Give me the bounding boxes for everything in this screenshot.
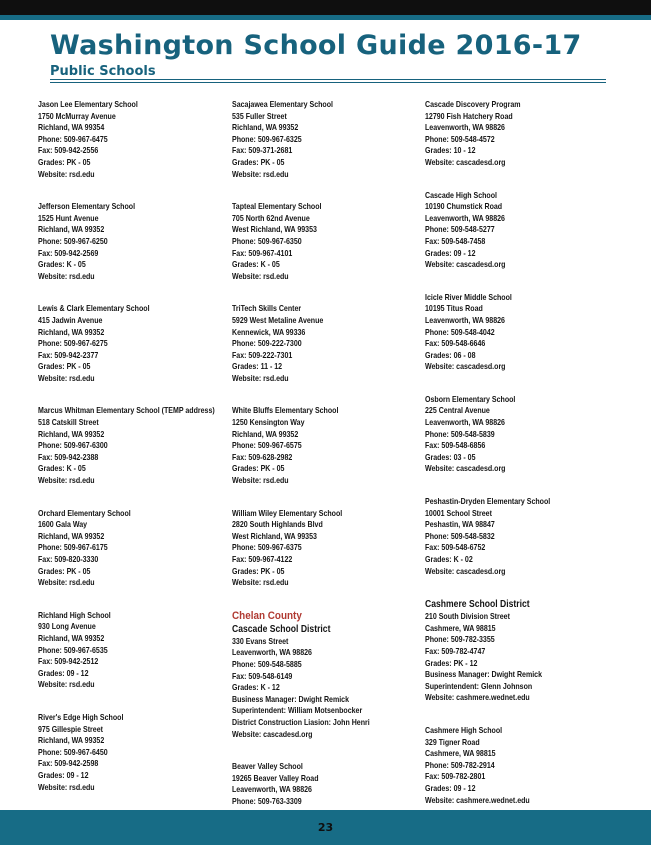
entry-line: Leavenworth, WA 98826 [425,213,505,223]
school-entry [38,405,228,486]
school-name: Cashmere High School [425,725,503,735]
entry-line: Phone: 509-763-3309 [232,796,302,806]
school-entry [425,190,615,271]
school-name: Sacajawea Elementary School [232,100,333,109]
entry-line: Website: rsd.edu [38,169,95,179]
entry-line: Fax: 509-628-2982 [232,452,293,462]
entry-line: 975 Gillespie Street [38,724,103,734]
entry-line: Phone: 509-967-6450 [38,747,108,757]
entry-line: Fax: 509-782-4747 [425,646,486,656]
entry-line: Fax: 509-820-3330 [38,555,99,564]
entry-line: Grades: 06 - 08 [425,350,476,360]
entry-line: Website: cascadesd.org [425,362,506,372]
entry-line: 518 Catskill Street [38,418,99,428]
school-entry [425,496,615,577]
school-entry [38,201,228,282]
school-name: Richland High School [38,610,111,620]
entry-line: Richland, WA 99354 [38,123,105,133]
entry-line: Phone: 509-967-6575 [232,441,302,451]
entry-line: 535 Fuller Street [232,111,287,121]
entry-line: Phone: 509-967-6375 [232,543,302,553]
school-name: William Wiley Elementary School [232,508,343,518]
entry-line: Grades: PK - 05 [232,157,285,167]
entry-line: Richland, WA 99352 [38,736,105,746]
entry-line: 10195 Titus Road [425,304,483,314]
entry-line: 5929 West Metaline Avenue [232,315,324,325]
entry-line: Website: cascadesd.org [425,260,506,270]
entry-line: 1525 Hunt Avenue [38,213,99,223]
entry-line: 415 Jadwin Avenue [38,315,103,325]
entry-line: West Richland, WA 99353 [232,225,317,235]
school-entry [425,99,615,169]
entry-line: Cashmere, WA 98815 [425,623,496,633]
entry-line: Peshastin, WA 98847 [425,520,495,530]
entry-line: Grades: 09 - 12 [425,248,476,258]
entry-line: 1600 Gala Way [38,520,88,530]
entry-line: Richland, WA 99352 [38,327,105,337]
entry-line: Fax: 509-371-2681 [232,146,293,156]
entry-line: 1250 Kensington Way [232,418,305,428]
entry-line: Grades: K - 05 [38,464,86,474]
entry-line: Website: rsd.edu [232,476,289,486]
entry-line: District Construction Liasion: John Henri [232,717,370,727]
entry-line: Fax: 509-548-6752 [425,543,486,553]
entry-line: Fax: 509-942-2598 [38,759,99,769]
district-block [425,598,615,704]
header-rule-bottom [50,82,606,83]
entry-line: Fax: 509-942-2388 [38,452,99,462]
school-name: Orchard Elementary School [38,508,131,518]
school-name: Beaver Valley School [232,762,303,772]
entry-line: 329 Tigner Road [425,737,480,747]
entry-line: 19265 Beaver Valley Road [232,773,319,783]
entry-line: Website: cashmere.wednet.edu [425,693,530,703]
header-rule-top [50,79,606,80]
entry-line: Superintendent: Glenn Johnson [425,681,533,691]
entry-line: 12790 Fish Hatchery Road [425,111,513,121]
entry-line: Grades: PK - 05 [38,157,91,167]
entry-line: Phone: 509-548-5832 [425,531,495,541]
entry-line: Cashmere, WA 98815 [425,749,496,759]
school-name: Peshastin-Dryden Elementary School [425,497,551,507]
entry-line: Grades: PK - 05 [38,566,91,576]
entry-line: Fax: 509-782-2801 [425,772,486,782]
entry-line: Website: cascadesd.org [425,464,506,474]
entry-line: Phone: 509-967-6350 [232,236,302,246]
entry-line: 225 Central Avenue [425,406,490,416]
entry-line: Grades: 11 - 12 [232,362,283,372]
school-entry [38,610,228,691]
entry-line: 930 Long Avenue [38,622,96,632]
school-entry [232,405,422,486]
entry-line: 1750 McMurray Avenue [38,111,116,121]
entry-line: Phone: 509-967-6275 [38,339,108,349]
entry-line: Phone: 509-967-6325 [232,134,302,144]
entry-line: Richland, WA 99352 [38,429,105,439]
entry-line: Website: cashmere.wednet.edu [425,795,530,805]
entry-line: Grades: PK - 05 [232,464,285,474]
entry-line: 705 North 62nd Avenue [232,213,310,223]
entry-line: Fax: 509-548-6856 [425,441,486,451]
entry-line: Fax: 509-942-2556 [38,146,99,156]
entry-line: Grades: PK - 12 [425,658,478,668]
entry-line: Phone: 509-548-5277 [425,225,495,235]
entry-line: Phone: 509-782-3355 [425,635,495,645]
entry-line: Phone: 509-967-6300 [38,441,108,451]
top-black-bar [0,0,651,15]
entry-line: 10001 School Street [425,508,492,518]
entry-line: Fax: 509-548-6149 [232,671,293,681]
school-name: Osborn Elementary School [425,394,516,404]
entry-line: Website: cascadesd.org [425,157,506,167]
entry-line: Richland, WA 99352 [232,429,299,439]
entry-line: 210 South Division Street [425,612,510,622]
district-heading: Cashmere School District [425,599,530,611]
entry-line: Website: cascadesd.org [425,566,506,576]
entry-line: 2820 South Highlands Blvd [232,520,323,530]
school-entry [425,292,615,373]
county-heading: Chelan County [232,609,302,622]
school-entry [425,394,615,475]
column-1 [38,99,228,814]
entry-line: Phone: 509-548-4572 [425,134,495,144]
school-name: TriTech Skills Center [232,304,302,314]
school-name: Jefferson Elementary School [38,202,136,212]
school-entry [232,508,422,589]
entry-line: Business Manager: Dwight Remick [425,670,543,680]
page-subtitle: Public Schools [50,64,156,79]
top-teal-bar [0,15,651,20]
school-name: Cascade Discovery Program [425,100,521,109]
entry-line: Richland, WA 99352 [38,633,105,643]
entry-line: Phone: 509-548-4042 [425,327,495,337]
column-2 [232,99,422,852]
entry-line: Richland, WA 99352 [232,123,299,133]
entry-line: Fax: 509-942-2377 [38,350,99,360]
page-number: 23 [317,821,334,834]
school-entry [38,508,228,589]
entry-line: Website: rsd.edu [232,578,289,588]
school-name: Jason Lee Elementary School [38,100,138,109]
entry-line: Grades: 09 - 12 [38,668,89,678]
entry-line: Grades: PK - 05 [38,362,91,372]
entry-line: Phone: 509-782-2914 [425,760,495,770]
school-name: Cascade High School [425,190,497,200]
entry-line: Website: rsd.edu [232,169,289,179]
entry-line: Grades: K - 05 [38,260,86,270]
entry-line: Kennewick, WA 99336 [232,327,306,337]
school-name: Lewis & Clark Elementary School [38,304,150,314]
entry-line: Website: rsd.edu [232,271,289,281]
school-entry [232,303,422,384]
entry-line: Website: rsd.edu [38,680,95,690]
entry-line: Website: cascadesd.org [232,729,313,739]
entry-line: Grades: PK - 05 [232,566,285,576]
school-name: Icicle River Middle School [425,292,512,302]
entry-line: Phone: 509-222-7300 [232,339,302,349]
entry-line: Leavenworth, WA 98826 [232,648,312,658]
entry-line: Leavenworth, WA 98826 [425,418,505,428]
school-name: White Bluffs Elementary School [232,406,339,416]
school-name: Tapteal Elementary School [232,202,322,212]
school-entry [425,725,615,806]
entry-line: Phone: 509-967-6250 [38,236,108,246]
entry-line: Phone: 509-548-5885 [232,659,302,669]
entry-line: Richland, WA 99352 [38,531,105,541]
entry-line: Phone: 509-967-6175 [38,543,108,553]
entry-line: Leavenworth, WA 98826 [425,123,505,133]
school-name: Marcus Whitman Elementary School (TEMP address) [38,406,215,416]
entry-line: West Richland, WA 99353 [232,531,317,541]
school-entry [232,99,422,180]
entry-line: Website: rsd.edu [232,373,289,383]
entry-line: Fax: 509-548-6646 [425,339,486,349]
entry-line: Website: rsd.edu [38,271,95,281]
entry-line: Website: rsd.edu [38,476,95,486]
entry-line: Business Manager: Dwight Remick [232,694,350,704]
page-title: Washington School Guide 2016-17 [50,30,582,61]
entry-line: Fax: 509-942-2569 [38,248,99,258]
entry-line: 10190 Chumstick Road [425,202,503,212]
entry-line: Fax: 509-942-2512 [38,657,99,667]
entry-line: Fax: 509-967-4101 [232,248,293,258]
entry-line: Grades: 09 - 12 [38,770,89,780]
entry-line: Grades: 03 - 05 [425,452,476,462]
entry-line: 330 Evans Street [232,636,289,646]
entry-line: Grades: K - 12 [232,683,280,693]
entry-line: Leavenworth, WA 98826 [232,785,312,795]
entry-line: Richland, WA 99352 [38,225,105,235]
entry-line: Website: rsd.edu [38,782,95,792]
entry-line: Fax: 509-967-4122 [232,555,293,564]
entry-line: Phone: 509-967-6535 [38,645,108,655]
school-entry [38,712,228,793]
entry-line: Website: rsd.edu [38,373,95,383]
entry-line: Grades: 09 - 12 [425,783,476,793]
entry-line: Leavenworth, WA 98826 [425,315,505,325]
entry-line: Grades: K - 02 [425,555,473,564]
district-heading: Cascade School District [232,623,331,635]
school-entry [232,201,422,282]
school-entry [38,99,228,180]
school-name: River's Edge High School [38,712,124,722]
entry-line: Phone: 509-967-6475 [38,134,108,144]
entry-line: Fax: 509-222-7301 [232,350,293,360]
entry-line: Grades: 10 - 12 [425,146,476,156]
school-entry [38,303,228,384]
county-block [232,610,422,740]
column-3 [425,99,615,827]
entry-line: Superintendent: William Motsenbocker [232,706,363,716]
entry-line: Fax: 509-548-7458 [425,236,486,246]
entry-line: Website: rsd.edu [38,578,95,588]
entry-line: Phone: 509-548-5839 [425,429,495,439]
entry-line: Grades: K - 05 [232,260,280,270]
